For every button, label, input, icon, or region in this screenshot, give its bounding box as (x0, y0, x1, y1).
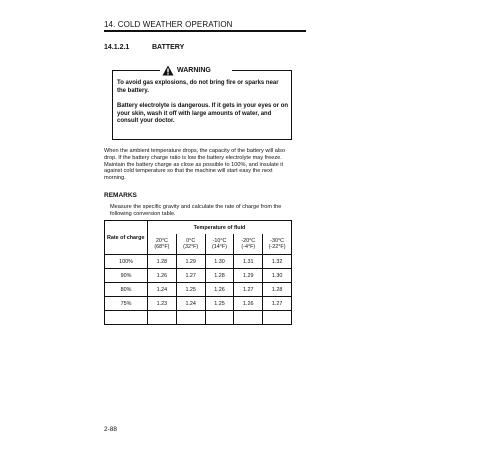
temp-col-header: -20°C (-4°F) (234, 234, 263, 255)
value-cell: 1.24 (176, 297, 205, 311)
table-row (105, 283, 292, 297)
rate-cell: 100% (105, 255, 148, 269)
value-cell: 1.26 (205, 283, 234, 297)
temp-col-header: 0°C (32°F) (176, 234, 205, 255)
value-cell: 1.31 (234, 255, 263, 269)
charge-rate-table (104, 220, 292, 325)
temp-col-header: 20°C (68°F) (148, 234, 177, 255)
remarks-heading: REMARKS (104, 192, 137, 199)
value-cell: 1.25 (176, 283, 205, 297)
warning-paragraph-1: To avoid gas explosions, do not bring fire or sparks near the battery. (117, 80, 279, 94)
rate-cell: 75% (105, 297, 148, 311)
rate-cell: 90% (105, 269, 148, 283)
table-row (105, 297, 292, 311)
value-cell: 1.24 (148, 283, 177, 297)
table-row (105, 269, 292, 283)
value-cell: 1.29 (234, 269, 263, 283)
header-rule (104, 30, 306, 32)
page-header-title: 14. COLD WEATHER OPERATION (104, 20, 233, 29)
temp-col-header: -30°C (-22°F) (263, 234, 292, 255)
warning-heading (162, 64, 232, 76)
header-rate-of-charge: Rate of charge (105, 221, 148, 255)
value-cell: 1.26 (148, 269, 177, 283)
page-number: 2-88 (104, 426, 118, 433)
value-cell: 1.29 (176, 255, 205, 269)
table-row-empty (105, 311, 292, 325)
body-paragraph: When the ambient temperature drops, the capacity of the battery will also drop. If the battery charge ratio is low the battery electrolyte may freeze. Maintain the battery charge as close as possible to 100%, and insulate it against cold temperature so that the machine will start easy the next morning. (104, 148, 285, 182)
temp-col-header: -10°C (14°F) (205, 234, 234, 255)
value-cell: 1.30 (263, 269, 292, 283)
value-cell: 1.28 (148, 255, 177, 269)
table-row (105, 255, 292, 269)
rate-cell: 80% (105, 283, 148, 297)
section-title: BATTERY (152, 44, 185, 51)
value-cell: 1.28 (205, 269, 234, 283)
value-cell: 1.30 (205, 255, 234, 269)
section-number: 14.1.2.1 (104, 44, 130, 51)
value-cell: 1.27 (234, 283, 263, 297)
warning-paragraph-2: Battery electrolyte is dangerous. If it gets in your eyes or on your skin, wash it off with large amounts of water, and consult your doctor. (117, 103, 289, 124)
warning-label: WARNING (177, 66, 211, 74)
value-cell: 1.27 (176, 269, 205, 283)
warning-triangle-icon (162, 65, 174, 76)
value-cell: 1.25 (205, 297, 234, 311)
value-cell: 1.27 (263, 297, 292, 311)
value-cell: 1.32 (263, 255, 292, 269)
remarks-text: Measure the specific gravity and calculate the rate of charge from the following conversion table. (110, 204, 282, 217)
value-cell: 1.26 (234, 297, 263, 311)
header-temperature-of-fluid: Temperature of fluid (148, 221, 292, 235)
value-cell: 1.23 (148, 297, 177, 311)
value-cell: 1.28 (263, 283, 292, 297)
